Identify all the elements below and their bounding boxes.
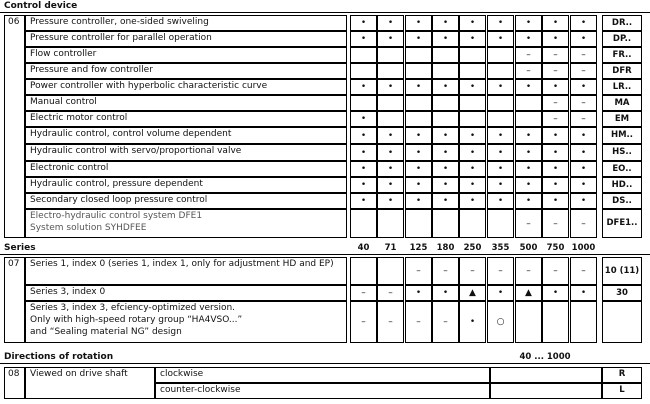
availability-mark: –: [581, 50, 586, 60]
size-cell: [350, 209, 377, 238]
availability-mark: –: [388, 317, 393, 327]
availability-mark: •: [360, 180, 367, 190]
series-label: Series 3, index 3, efciency-optimized version.: [30, 303, 236, 313]
size-header: 125: [409, 243, 428, 253]
code-cell: [602, 301, 642, 343]
size-cell: [377, 47, 404, 63]
availability-mark: –: [526, 66, 531, 76]
section-divider: [0, 363, 650, 364]
ordering-code: FR..: [612, 49, 632, 60]
ordering-code: 10 (11): [604, 265, 640, 276]
size-cell: [459, 63, 486, 79]
size-cell: [350, 63, 377, 79]
availability-mark: •: [580, 147, 587, 158]
section-title-series: Series: [4, 243, 36, 253]
availability-mark: •: [387, 18, 394, 28]
size-cell: [487, 111, 514, 127]
size-cell: [405, 63, 432, 79]
availability-mark: ▲: [525, 288, 532, 298]
availability-mark: •: [415, 82, 422, 92]
availability-mark: –: [443, 266, 448, 276]
availability-mark: •: [442, 288, 449, 298]
availability-mark: –: [581, 266, 586, 276]
availability-mark: •: [525, 130, 532, 141]
availability-mark: •: [525, 34, 532, 44]
size-cell: [350, 95, 377, 111]
ordering-code: DS..: [612, 195, 632, 206]
control-label: Electric motor control: [30, 113, 128, 123]
ordering-code: EO..: [612, 163, 632, 174]
size-cell: [487, 209, 514, 238]
ordering-code: MA: [614, 97, 630, 108]
rotation-option-cell: [155, 367, 490, 383]
control-label: Power controller with hyperbolic characteristic curve: [30, 81, 268, 91]
section-divider: [0, 12, 650, 13]
availability-mark: •: [580, 164, 587, 174]
availability-mark: •: [415, 164, 422, 174]
size-cell: [459, 111, 486, 127]
availability-mark: •: [469, 34, 476, 44]
availability-mark: –: [553, 50, 558, 60]
availability-mark: •: [469, 164, 476, 174]
availability-mark: •: [469, 18, 476, 28]
size-header: 250: [463, 243, 482, 253]
control-label: Flow controller: [30, 49, 97, 59]
size-cell: [487, 47, 514, 63]
availability-mark: –: [361, 288, 366, 298]
size-cell: [432, 63, 459, 79]
availability-mark: •: [552, 196, 559, 206]
availability-mark: ○: [496, 317, 505, 327]
availability-mark: •: [580, 82, 587, 92]
ordering-code: HM..: [610, 130, 634, 140]
availability-mark: •: [360, 34, 367, 44]
availability-mark: •: [387, 130, 394, 141]
size-cell: [570, 301, 597, 343]
availability-mark: •: [469, 317, 476, 327]
availability-mark: •: [442, 82, 449, 92]
availability-mark: –: [526, 266, 531, 276]
availability-mark: •: [525, 147, 532, 158]
size-cell: [459, 47, 486, 63]
availability-mark: •: [497, 288, 504, 298]
size-cell: [377, 111, 404, 127]
rotation-size-range: 40 ... 1000: [519, 352, 571, 362]
rotation-label: Viewed on drive shaft: [30, 369, 128, 379]
availability-mark: •: [552, 288, 559, 298]
ordering-code: 30: [616, 287, 628, 298]
size-cell: [405, 95, 432, 111]
availability-mark: •: [497, 147, 504, 158]
availability-mark: –: [553, 98, 558, 108]
row-number: 08: [8, 369, 20, 379]
control-label: Secondary closed loop pressure control: [30, 195, 208, 205]
availability-mark: –: [553, 66, 558, 76]
availability-mark: •: [469, 82, 476, 92]
availability-mark: •: [552, 130, 559, 141]
size-cell: [487, 95, 514, 111]
size-cell: [542, 301, 569, 343]
control-label: Hydraulic control, control volume dependent: [30, 129, 232, 139]
availability-mark: •: [497, 34, 504, 44]
availability-mark: •: [552, 18, 559, 28]
ordering-code: EM: [614, 113, 630, 124]
availability-mark: •: [469, 147, 476, 158]
availability-mark: •: [497, 164, 504, 174]
size-cell: [405, 111, 432, 127]
availability-mark: •: [360, 147, 367, 158]
availability-mark: –: [388, 288, 393, 298]
size-header: 500: [519, 243, 538, 253]
availability-mark: •: [387, 147, 394, 158]
availability-mark: •: [387, 164, 394, 174]
availability-mark: •: [497, 196, 504, 206]
availability-mark: •: [415, 288, 422, 298]
size-cell: [377, 95, 404, 111]
size-cell: [515, 111, 542, 127]
availability-mark: –: [443, 317, 448, 327]
availability-mark: •: [525, 82, 532, 92]
availability-mark: –: [470, 266, 475, 276]
availability-mark: •: [469, 180, 476, 190]
ordering-code: R: [618, 369, 626, 379]
ordering-code: DFE1..: [606, 218, 638, 228]
series-label-line3: and “Sealing material NG” design: [30, 327, 182, 337]
size-cell: [350, 47, 377, 63]
control-label-line2: System solution SYHDFEE: [30, 223, 147, 233]
ordering-code: DP..: [612, 33, 632, 44]
availability-mark: •: [552, 82, 559, 92]
size-header: 355: [491, 243, 510, 253]
size-cell: [432, 95, 459, 111]
availability-mark: –: [416, 317, 421, 327]
availability-mark: –: [581, 98, 586, 108]
ordering-code: DFR: [612, 65, 632, 76]
series-label: Series 3, index 0: [30, 287, 106, 297]
series-label-line2: Only with high-speed rotary group “HA4VSO...”: [30, 315, 243, 325]
size-cell: [432, 47, 459, 63]
control-label: Electronic control: [30, 163, 109, 173]
availability-mark: •: [442, 130, 449, 141]
availability-mark: •: [415, 180, 422, 190]
availability-mark: •: [360, 130, 367, 141]
availability-mark: •: [469, 130, 476, 141]
availability-mark: •: [442, 164, 449, 174]
availability-mark: •: [360, 196, 367, 206]
availability-mark: •: [469, 196, 476, 206]
control-label: Pressure controller for parallel operation: [30, 33, 212, 43]
availability-mark: –: [526, 218, 531, 229]
size-cell: [377, 257, 404, 285]
availability-mark: •: [442, 34, 449, 44]
ordering-code: L: [619, 385, 625, 395]
availability-mark: •: [387, 34, 394, 44]
control-label: Pressure controller, one-sided swiveling: [30, 17, 209, 27]
availability-mark: –: [553, 266, 558, 276]
availability-mark: •: [415, 18, 422, 28]
availability-mark: •: [415, 130, 422, 141]
availability-mark: •: [580, 288, 587, 298]
series-label: Series 1, index 0 (series 1, index 1, only for adjustment HD and EP): [30, 259, 334, 269]
size-header: 1000: [571, 243, 596, 253]
availability-mark: •: [442, 147, 449, 158]
availability-mark: •: [415, 34, 422, 44]
size-cell: [405, 209, 432, 238]
control-label: Pressure and fow controller: [30, 65, 153, 75]
availability-mark: •: [525, 180, 532, 190]
size-cell: [432, 209, 459, 238]
availability-mark: •: [552, 180, 559, 190]
rotation-range-cell: [490, 383, 602, 399]
availability-mark: •: [360, 18, 367, 28]
size-cell: [377, 63, 404, 79]
availability-mark: •: [580, 196, 587, 206]
availability-mark: –: [361, 317, 366, 327]
availability-mark: •: [497, 82, 504, 92]
availability-mark: ▲: [469, 288, 476, 298]
availability-mark: •: [387, 180, 394, 190]
availability-mark: •: [525, 18, 532, 28]
availability-mark: •: [415, 196, 422, 206]
ordering-code: HS..: [612, 147, 632, 157]
size-cell: [515, 95, 542, 111]
availability-mark: •: [415, 147, 422, 158]
availability-mark: •: [580, 34, 587, 44]
row-number-cell: [4, 15, 25, 238]
availability-mark: •: [387, 82, 394, 92]
availability-mark: •: [387, 196, 394, 206]
size-cell: [405, 47, 432, 63]
availability-mark: –: [553, 114, 558, 124]
availability-mark: •: [360, 114, 367, 124]
size-header: 71: [384, 243, 397, 253]
availability-mark: –: [581, 66, 586, 76]
size-cell: [459, 95, 486, 111]
rotation-option-label: clockwise: [160, 369, 204, 379]
availability-mark: •: [580, 18, 587, 28]
section-title-rotation: Directions of rotation: [4, 352, 114, 362]
size-header: 180: [436, 243, 455, 253]
availability-mark: •: [525, 196, 532, 206]
row-number: 06: [8, 17, 20, 27]
availability-mark: –: [581, 218, 586, 229]
section-title-control-device: Control device: [4, 1, 78, 11]
availability-mark: •: [525, 164, 532, 174]
size-header: 40: [357, 243, 370, 253]
ordering-code: HD..: [611, 179, 633, 190]
availability-mark: •: [497, 180, 504, 190]
size-cell: [377, 209, 404, 238]
ordering-code: DR..: [611, 17, 633, 28]
availability-mark: •: [497, 130, 504, 141]
size-cell: [350, 257, 377, 285]
availability-mark: •: [360, 82, 367, 92]
availability-mark: •: [552, 164, 559, 174]
size-cell: [515, 301, 542, 343]
rotation-option-label: counter-clockwise: [160, 385, 241, 395]
availability-mark: •: [580, 180, 587, 190]
control-label: Manual control: [30, 97, 97, 107]
size-cell: [487, 63, 514, 79]
control-label: Electro-hydraulic control system DFE1: [30, 211, 203, 221]
availability-mark: –: [553, 218, 558, 229]
availability-mark: •: [360, 164, 367, 174]
availability-mark: •: [497, 18, 504, 28]
control-label: Hydraulic control with servo/proportional valve: [30, 146, 242, 156]
row-number: 07: [8, 259, 20, 269]
section-divider: [0, 254, 650, 255]
availability-mark: •: [442, 180, 449, 190]
size-cell: [459, 209, 486, 238]
availability-mark: •: [442, 196, 449, 206]
ordering-code: LR..: [612, 81, 632, 92]
control-label: Hydraulic control, pressure dependent: [30, 179, 203, 189]
rotation-range-cell: [490, 367, 602, 383]
availability-mark: •: [442, 18, 449, 28]
availability-mark: –: [526, 50, 531, 60]
size-header: 750: [546, 243, 565, 253]
availability-mark: –: [416, 266, 421, 276]
availability-mark: •: [552, 34, 559, 44]
availability-mark: –: [498, 266, 503, 276]
size-cell: [432, 111, 459, 127]
availability-mark: •: [552, 147, 559, 158]
availability-mark: •: [580, 130, 587, 141]
availability-mark: –: [581, 114, 586, 124]
